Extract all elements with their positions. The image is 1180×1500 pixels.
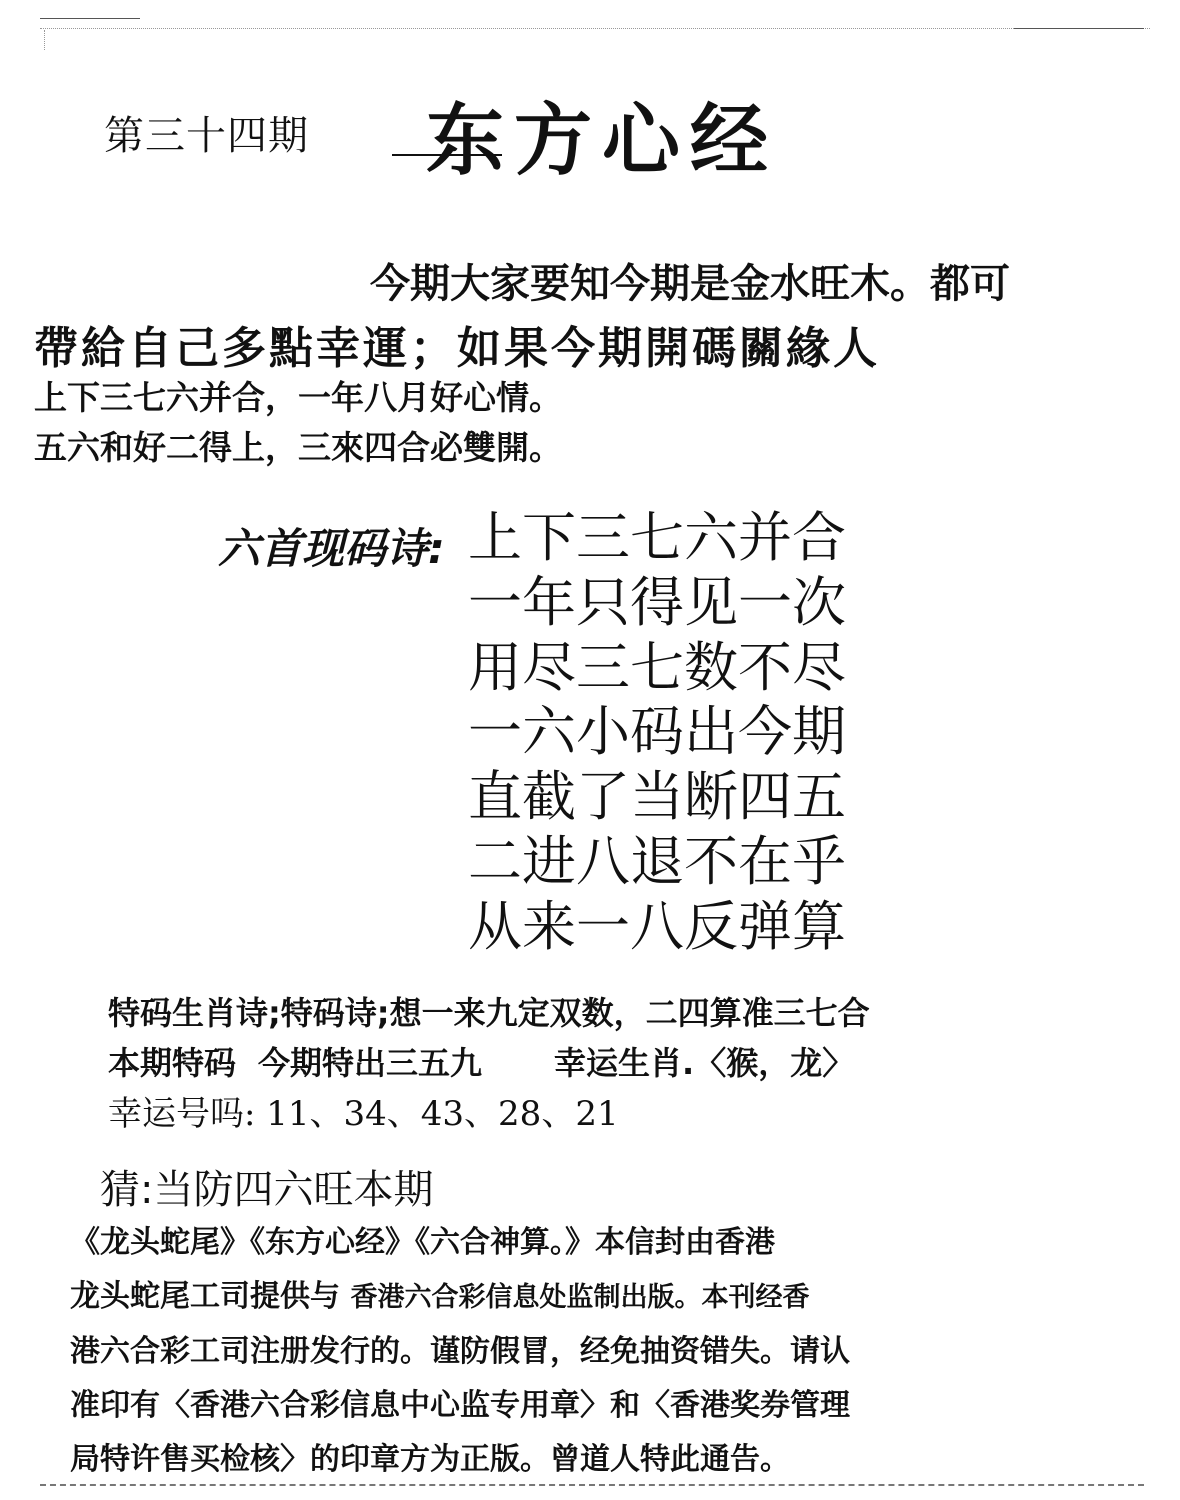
intro-line-3: 上下三七六并合，一年八月好心情。 — [34, 378, 562, 417]
notice-line: 《龙头蛇尾》《东方心经》《六合神算。》本信封由香港 — [70, 1225, 775, 1260]
notice-line — [70, 1270, 1150, 1325]
scan-bottom-border — [40, 1484, 1144, 1486]
poem-line: 直截了当断四五 — [468, 765, 846, 829]
poem-line: 一六小码出今期 — [468, 700, 846, 764]
intro-line-1: 今期大家要知今期是金水旺木。都可 — [370, 261, 1010, 307]
scan-top-right-rule — [1014, 28, 1144, 29]
page-title: 东方心经 — [426, 96, 779, 186]
publisher-notice — [70, 1216, 1150, 1487]
lucky-numbers: 幸运号吗: 11、34、43、28、21 — [108, 1094, 619, 1134]
period-label: 本期特码 — [108, 1044, 237, 1082]
guess-line: 猜:当防四六旺本期 — [100, 1167, 434, 1213]
notice-line-part: 龙头蛇尾工司提供与 — [70, 1279, 340, 1314]
period-value: 今期特出三五九 — [258, 1044, 483, 1082]
poem-block — [468, 506, 846, 960]
scan-top-border — [40, 28, 1150, 29]
poem-line: 用尽三七数不尽 — [468, 635, 846, 699]
notice-line-part: 香港六合彩信息处监制出版。本刊经香 — [350, 1282, 810, 1313]
notice-line: 准印有〈香港六合彩信息中心监专用章〉和〈香港奖券管理 — [70, 1388, 850, 1423]
special-code-poem: 特码生肖诗;特码诗;想一来九定双数，二四算准三七合 — [108, 994, 870, 1032]
period-special-row — [108, 1038, 854, 1084]
notice-line: 港六合彩工司注册发行的。谨防假冒，经免抽资错失。请认 — [70, 1334, 850, 1369]
intro-line-2: 帶給自己多點幸運；如果今期開碼關緣人 — [34, 323, 880, 374]
scan-left-border — [44, 30, 45, 50]
poem-label: 六首现码诗: — [218, 524, 445, 573]
poem-line: 上下三七六并合 — [468, 506, 846, 569]
poem-line: 一年只得见一次 — [468, 570, 846, 634]
notice-line: 局特许售买检核〉的印章方为正版。曾道人特此通告。 — [70, 1442, 790, 1477]
intro-line-4: 五六和好二得上，三來四合必雙開。 — [34, 428, 562, 467]
poem-line: 从来一八反弹算 — [468, 894, 846, 958]
issue-number: 第三十四期 — [104, 113, 309, 159]
lucky-zodiac: 幸运生肖.〈猴，龙〉 — [554, 1044, 855, 1082]
poem-line: 二进八退不在乎 — [468, 829, 846, 893]
scan-top-left-rule — [40, 18, 140, 19]
